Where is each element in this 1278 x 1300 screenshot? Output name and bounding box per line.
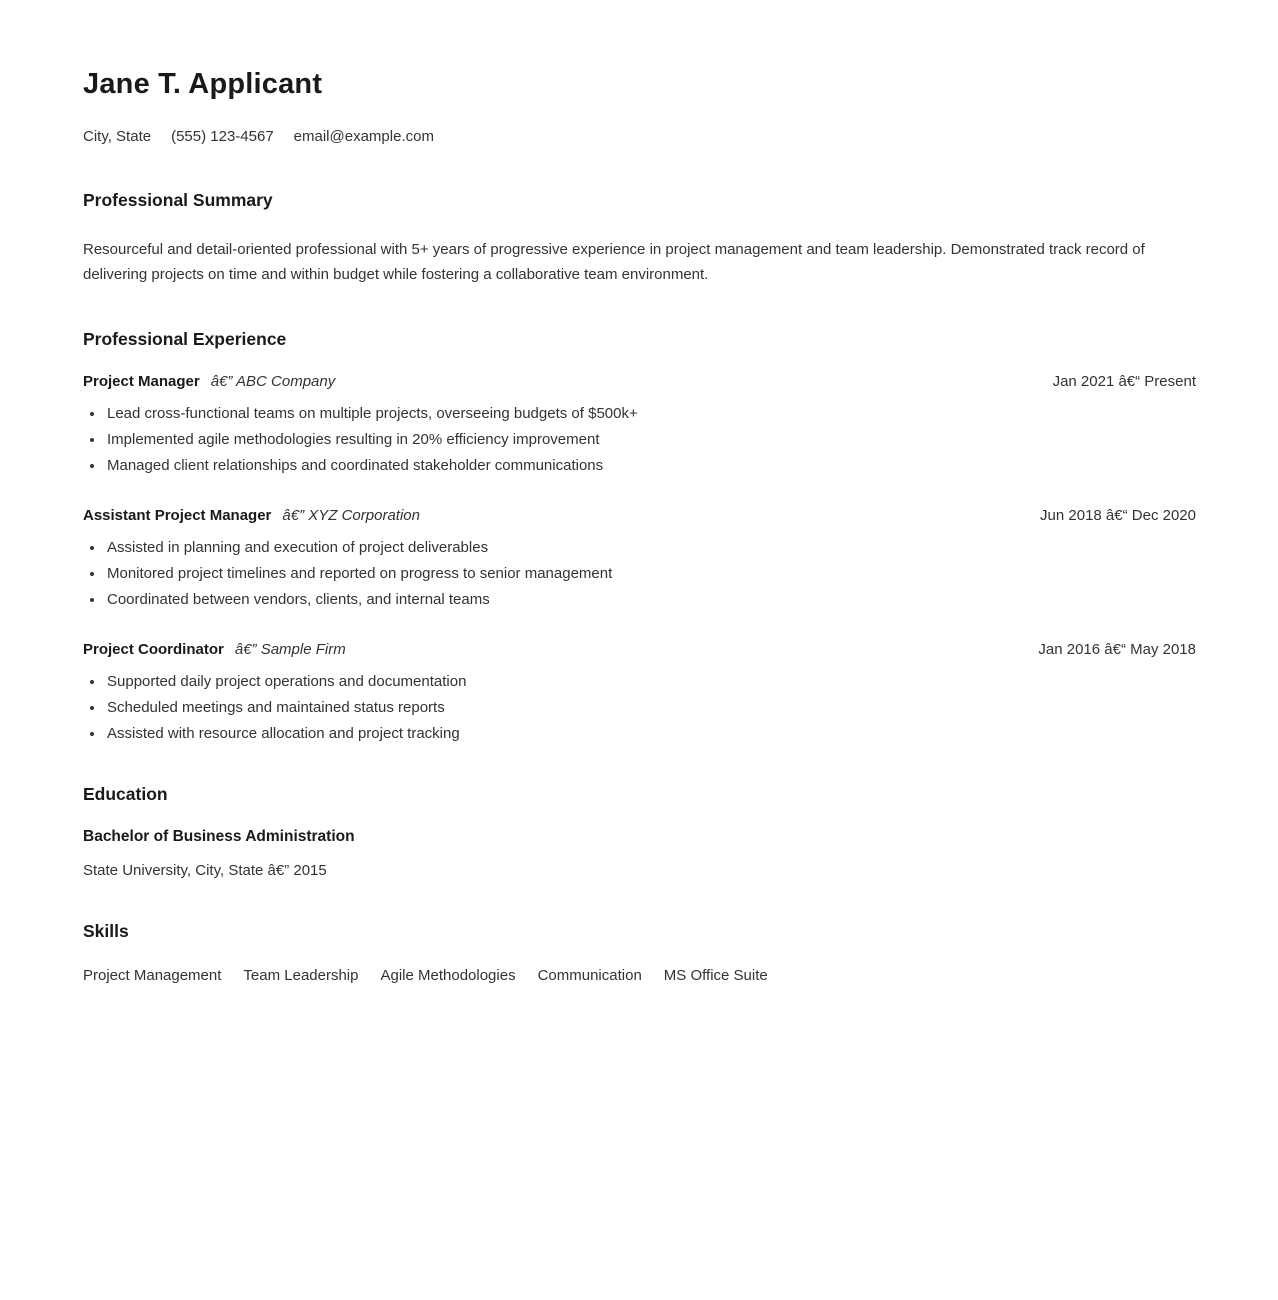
job-dates: Jan 2016 â€“ May 2018 — [1038, 641, 1196, 658]
skill-item: Agile Methodologies — [380, 967, 516, 984]
summary-section-heading: Professional Summary — [83, 190, 273, 210]
job-bullet: • Assisted with resource allocation and project tracking — [105, 725, 1196, 742]
job-bullet: • Monitored project timelines and reported on progress to senior management — [105, 565, 1196, 582]
skill-item: MS Office Suite — [663, 967, 768, 984]
job-company: â€” Sample Firm — [234, 641, 346, 658]
job-bullet: • Implemented agile methodologies resulting in 20% efficiency improvement — [105, 431, 1196, 448]
job-title: Project Coordinator — [83, 641, 224, 658]
job-title-line — [83, 641, 346, 658]
degree-name: Bachelor of Business Administration — [83, 828, 355, 845]
skills-section — [83, 921, 1196, 984]
job-title-line — [83, 507, 420, 524]
job-bullet: • Scheduled meetings and maintained status reports — [105, 699, 1196, 716]
skills-section-heading: Skills — [83, 921, 129, 941]
job-header — [83, 373, 1196, 390]
contact-email: email@example.com — [293, 128, 434, 145]
contact-phone: (555) 123-4567 — [171, 128, 274, 145]
experience-section-heading: Professional Experience — [83, 329, 287, 349]
summary-section — [83, 190, 1196, 287]
job-header — [83, 507, 1196, 524]
job-entry — [83, 373, 1196, 474]
job-entry — [83, 507, 1196, 608]
job-dates: Jan 2021 â€“ Present — [1052, 373, 1196, 390]
job-title-line — [83, 373, 335, 390]
job-bullet-list — [83, 673, 1196, 742]
candidate-name: Jane T. Applicant — [83, 68, 323, 100]
job-title: Assistant Project Manager — [83, 507, 272, 524]
contact-row — [83, 128, 1196, 145]
job-header — [83, 641, 1196, 658]
summary-text: Resourceful and detail-oriented professional with 5+ years of progressive experience in project management and team leadership. Demonstrated track record of delivering projects on time and within budget while fostering a collaborative team environment. — [83, 241, 1145, 283]
job-dates: Jun 2018 â€“ Dec 2020 — [1040, 507, 1196, 524]
job-title: Project Manager — [83, 373, 200, 390]
job-bullet: • Supported daily project operations and documentation — [105, 673, 1196, 690]
job-entry — [83, 641, 1196, 742]
job-bullet-list — [83, 539, 1196, 608]
job-company: â€” XYZ Corporation — [282, 507, 420, 524]
skill-item: Team Leadership — [243, 967, 359, 984]
skill-item: Communication — [537, 967, 642, 984]
job-bullet: • Coordinated between vendors, clients, and internal teams — [105, 591, 1196, 608]
education-section — [83, 784, 1196, 879]
school-line: State University, City, State â€” 2015 — [83, 862, 327, 879]
job-bullet: • Lead cross-functional teams on multiple projects, overseeing budgets of $500k+ — [105, 405, 1196, 422]
experience-section — [83, 329, 1196, 742]
job-company: â€” ABC Company — [210, 373, 336, 390]
skills-row — [83, 967, 1196, 984]
job-bullet-list — [83, 405, 1196, 474]
job-bullet: • Managed client relationships and coordinated stakeholder communications — [105, 457, 1196, 474]
skill-item: Project Management — [83, 967, 222, 984]
contact-location: City, State — [83, 128, 152, 145]
education-section-heading: Education — [83, 784, 168, 804]
job-bullet: • Assisted in planning and execution of project deliverables — [105, 539, 1196, 556]
